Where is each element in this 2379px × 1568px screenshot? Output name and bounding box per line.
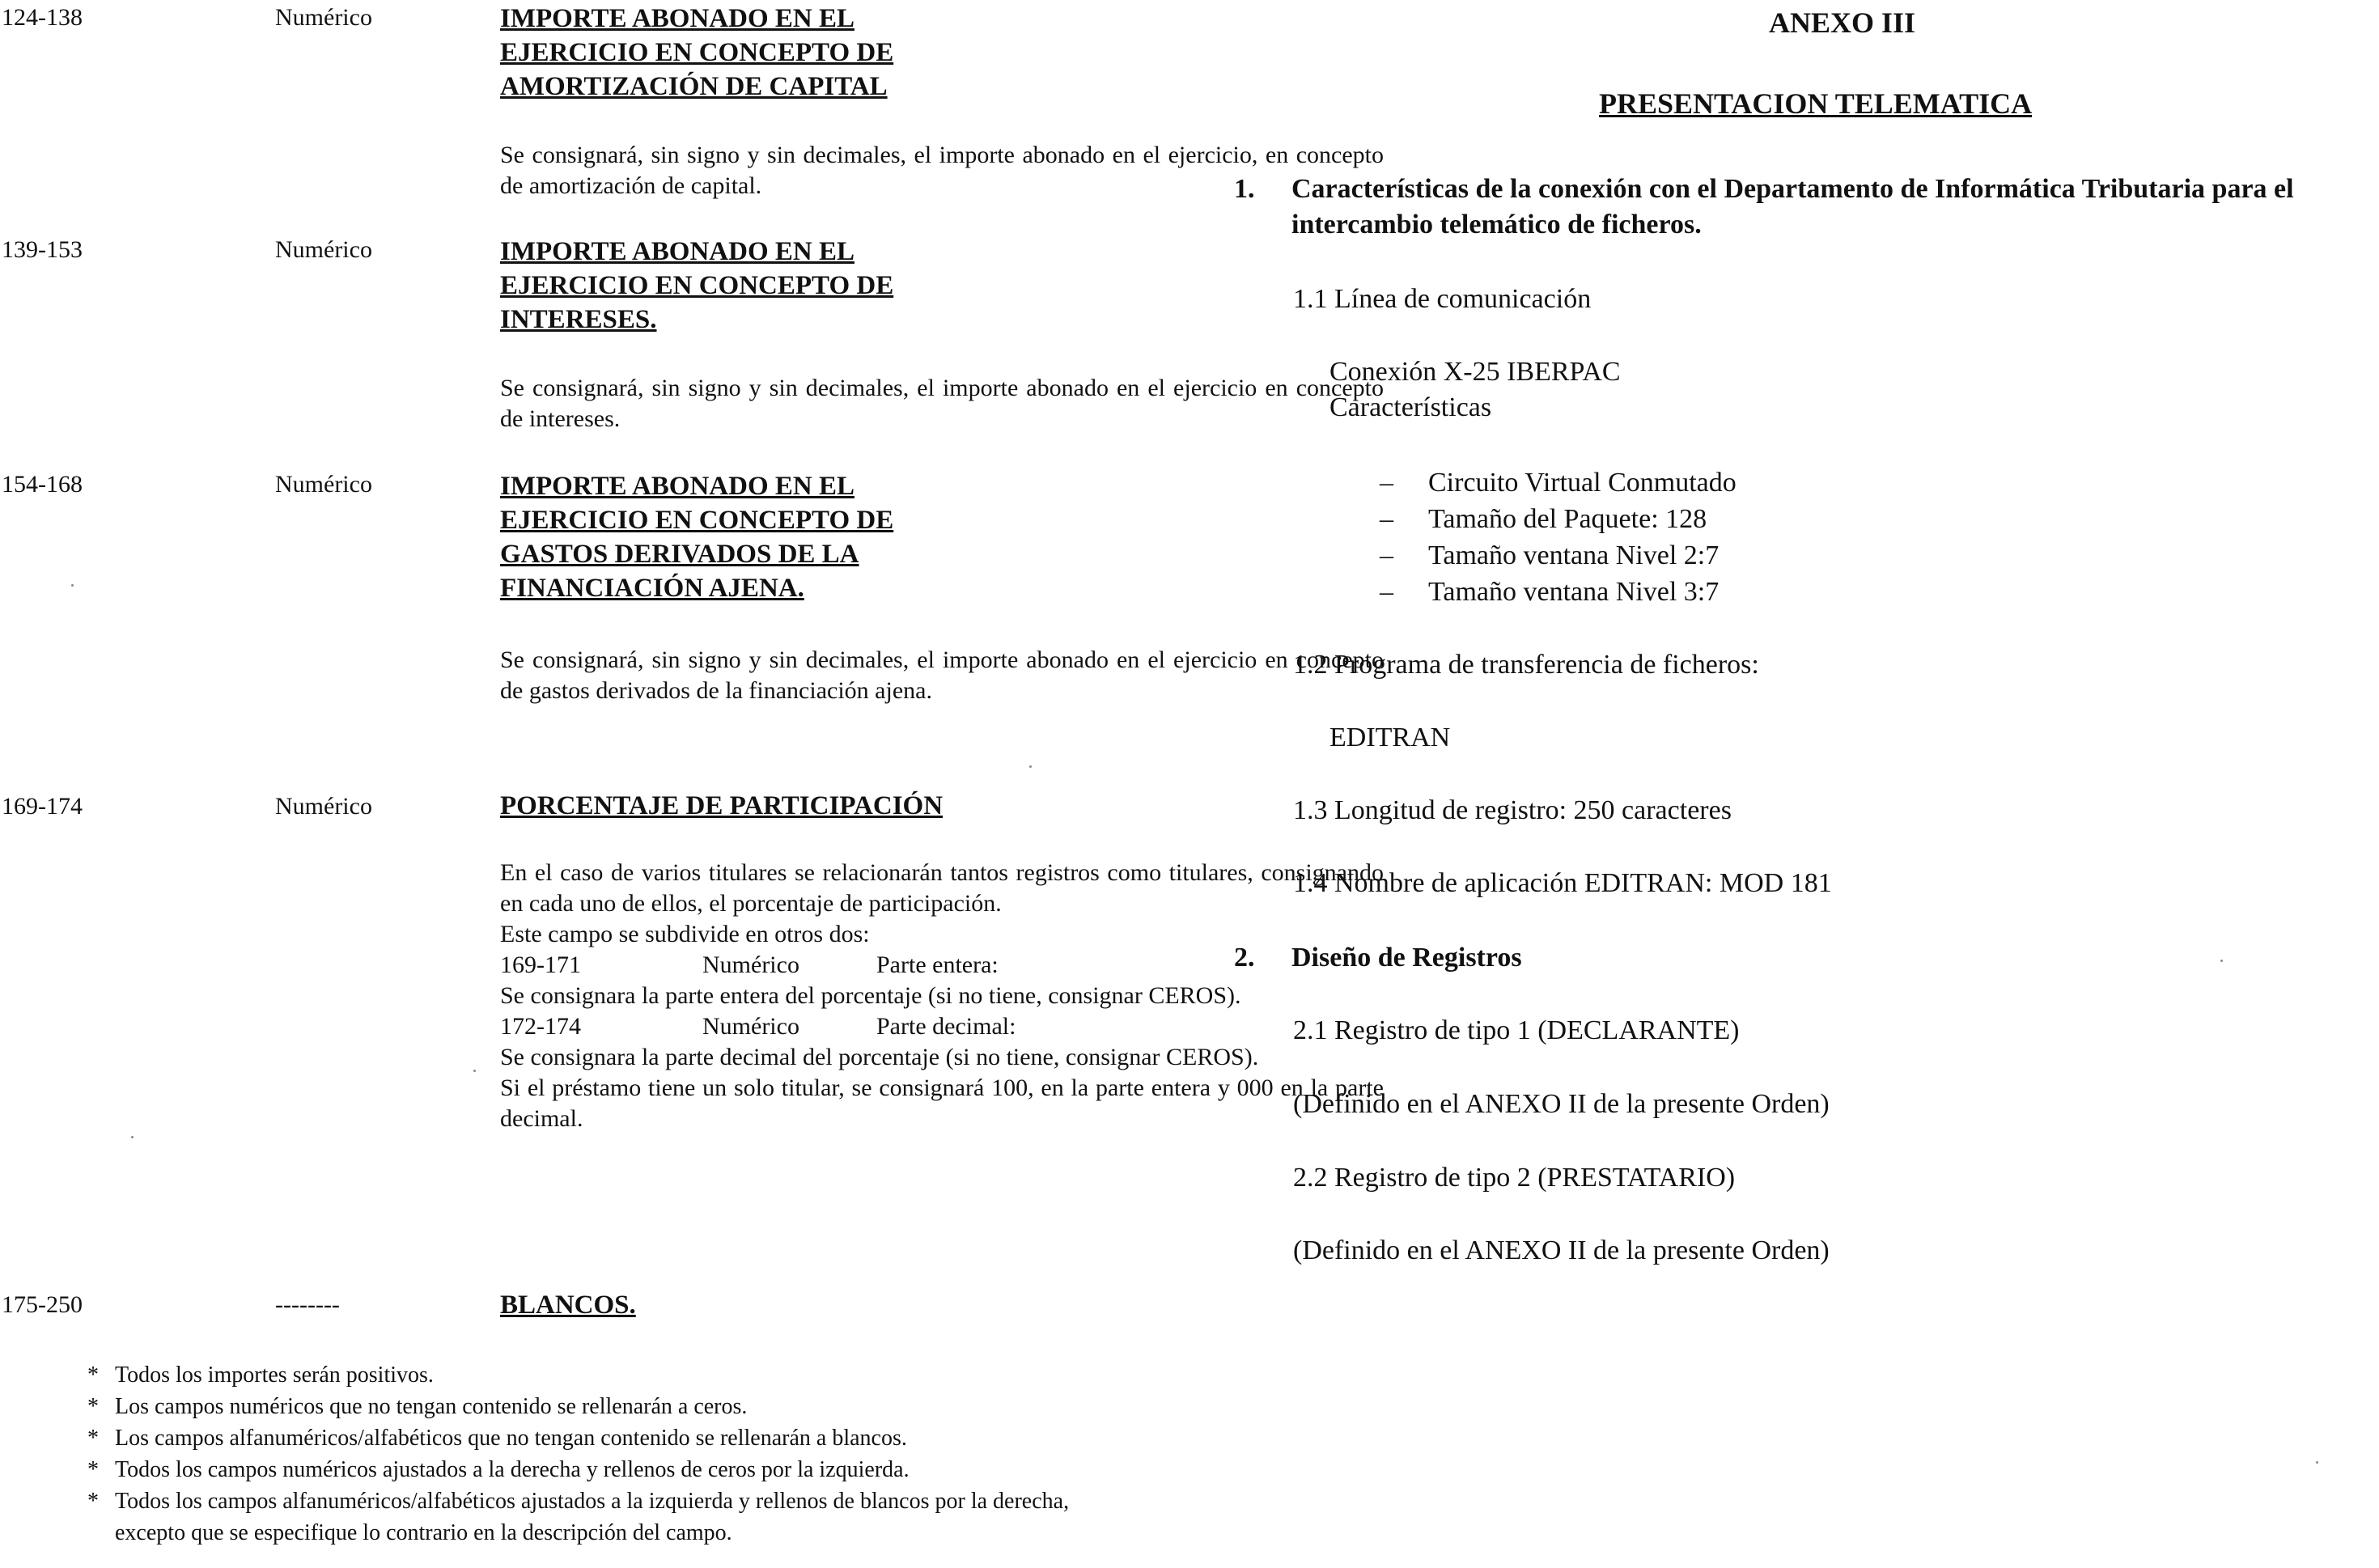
subsection-note: (Definido en el ANEXO II de la presente Orden) (1293, 1235, 1830, 1265)
field-title (500, 789, 943, 823)
note-bullet: * (87, 1426, 99, 1451)
section-title (1291, 172, 2294, 243)
field-title-line: EJERCICIO EN CONCEPTO DE (500, 38, 894, 67)
subfield-label: Parte decimal: (876, 1013, 1016, 1040)
field-title-line: IMPORTE ABONADO EN EL (500, 4, 854, 33)
section-title: Diseño de Registros (1291, 943, 1522, 973)
characteristics-list (1380, 464, 1737, 610)
description-paragraph: Si el préstamo tiene un solo titular, se consignará 100, en la parte entera y 000 en la parte decimal. (500, 1074, 1384, 1132)
note-text: Todos los campos numéricos ajustados a la derecha y rellenos de ceros por la izquierda. (115, 1457, 910, 1482)
field-title-line: GASTOS DERIVADOS DE LA (500, 540, 859, 569)
list-item (1380, 537, 1737, 574)
section-number: 1. (1234, 174, 1255, 204)
field-title-line: IMPORTE ABONADO EN EL (500, 472, 854, 501)
field-type: Numérico (275, 793, 372, 820)
scan-speck (1029, 765, 1032, 768)
field-type: Numérico (275, 471, 372, 498)
list-item-text: Tamaño del Paquete: 128 (1428, 504, 1707, 534)
note-bullet: * (87, 1489, 99, 1514)
list-item (1380, 501, 1737, 537)
note-item (87, 1359, 1122, 1391)
field-type: Numérico (275, 4, 372, 31)
field-type: Numérico (275, 236, 372, 263)
field-range: 169-174 (2, 793, 83, 820)
field-range: 139-153 (2, 236, 83, 263)
scan-speck (131, 1136, 134, 1138)
page-title: PRESENTACION TELEMATICA (1599, 87, 2033, 120)
field-title-line: BLANCOS. (500, 1290, 636, 1320)
subsection-heading: 1.2 Programa de transferencia de ficheros: (1293, 650, 1759, 680)
note-text: Todos los importes serán positivos. (115, 1362, 434, 1388)
dash-bullet: – (1380, 504, 1393, 534)
field-title-line: FINANCIACIÓN AJENA. (500, 574, 804, 603)
list-item-text: Tamaño ventana Nivel 2:7 (1428, 540, 1720, 570)
field-description: Se consignará, sin signo y sin decimales, el importe abonado en el ejercicio, en concepto de amortización de capital. (500, 142, 1384, 199)
field-description: Se consignará, sin signo y sin decimales, el importe abonado en el ejercicio en concepto de intereses. (500, 375, 1384, 432)
list-item (1380, 574, 1737, 610)
description-paragraph: Este campo se subdivide en otros dos: (500, 921, 870, 947)
field-title-line: AMORTIZACIÓN DE CAPITAL (500, 72, 888, 101)
scan-speck (473, 1070, 476, 1072)
field-title (500, 235, 893, 337)
subfield-label: Parte entera: (876, 951, 999, 978)
field-title (500, 1288, 636, 1322)
section-title-line: intercambio telemático de ficheros. (1291, 210, 1702, 239)
subfield-type: Numérico (702, 951, 799, 978)
field-title-line: EJERCICIO EN CONCEPTO DE (500, 271, 894, 300)
note-item (87, 1422, 1122, 1454)
note-bullet: * (87, 1362, 99, 1388)
annex-heading: ANEXO III (1769, 6, 1916, 39)
subsection-heading: 1.1 Línea de comunicación (1293, 284, 1592, 314)
section-number: 2. (1234, 943, 1255, 973)
field-title (500, 2, 893, 104)
subfield-type: Numérico (702, 1013, 799, 1040)
dash-bullet: – (1380, 577, 1393, 607)
note-item (87, 1454, 1122, 1485)
list-item-text: Circuito Virtual Conmutado (1428, 468, 1737, 498)
field-description: Se consignará, sin signo y sin decimales, el importe abonado en el ejercicio en concepto de gastos derivados de la financiación ajena. (500, 646, 1384, 704)
note-text: Los campos alfanuméricos/alfabéticos que no tengan contenido se rellenarán a blancos. (115, 1426, 907, 1451)
subsection-heading: 2.1 Registro de tipo 1 (DECLARANTE) (1293, 1015, 1740, 1045)
characteristics-label: Características (1329, 392, 1492, 422)
subfield-description: Se consignara la parte decimal del porcentaje (si no tiene, consignar CEROS). (500, 1044, 1259, 1070)
description-paragraph: En el caso de varios titulares se relacionarán tantos registros como titulares, consignando en cada uno de ellos, el porcentaje de participación. (500, 859, 1384, 917)
field-range: 124-138 (2, 4, 83, 31)
subfield-row (500, 1011, 1384, 1042)
subsection-heading: 2.2 Registro de tipo 2 (PRESTATARIO) (1293, 1163, 1736, 1193)
scan-speck (2316, 1461, 2318, 1464)
note-item (87, 1485, 1122, 1549)
subfield-description: Se consignara la parte entera del porcentaje (si no tiene, consignar CEROS). (500, 982, 1241, 1009)
subsection-heading: 1.3 Longitud de registro: 250 caracteres (1293, 795, 1732, 825)
subsection-heading: 1.4 Nombre de aplicación EDITRAN: MOD 181 (1293, 868, 1832, 898)
connection-type: Conexión X-25 IBERPAC (1329, 357, 1621, 387)
subfield-range: 169-171 (500, 951, 581, 978)
notes-list (87, 1359, 1122, 1549)
program-name: EDITRAN (1329, 723, 1451, 752)
dash-bullet: – (1380, 540, 1393, 570)
subfield-range: 172-174 (500, 1013, 581, 1040)
subsection-note: (Definido en el ANEXO II de la presente Orden) (1293, 1089, 1830, 1119)
list-item-text: Tamaño ventana Nivel 3:7 (1428, 577, 1720, 607)
field-title-line: EJERCICIO EN CONCEPTO DE (500, 506, 894, 535)
field-range: 154-168 (2, 471, 83, 498)
scan-speck (71, 584, 74, 587)
note-text: Todos los campos alfanuméricos/alfabéticos ajustados a la izquierda y rellenos de blancos por la derecha, excepto que se especifique lo contrario en la descripción del campo. (115, 1489, 1070, 1545)
connection-block (1329, 354, 1621, 426)
field-title-line: IMPORTE ABONADO EN EL (500, 237, 854, 266)
section-title-line: Características de la conexión con el Departamento de Informática Tributaria para el (1291, 174, 2294, 204)
field-description (500, 858, 1384, 1134)
note-bullet: * (87, 1457, 99, 1482)
dash-bullet: – (1380, 468, 1393, 498)
note-item (87, 1391, 1122, 1422)
field-title (500, 469, 893, 605)
note-bullet: * (87, 1394, 99, 1419)
field-type: -------- (275, 1291, 340, 1318)
field-title-line: PORCENTAJE DE PARTICIPACIÓN (500, 791, 944, 820)
scan-speck (2220, 960, 2223, 962)
field-title-line: INTERESES. (500, 305, 657, 334)
note-text: Los campos numéricos que no tengan contenido se rellenarán a ceros. (115, 1394, 748, 1419)
field-range: 175-250 (2, 1291, 83, 1318)
list-item (1380, 464, 1737, 501)
